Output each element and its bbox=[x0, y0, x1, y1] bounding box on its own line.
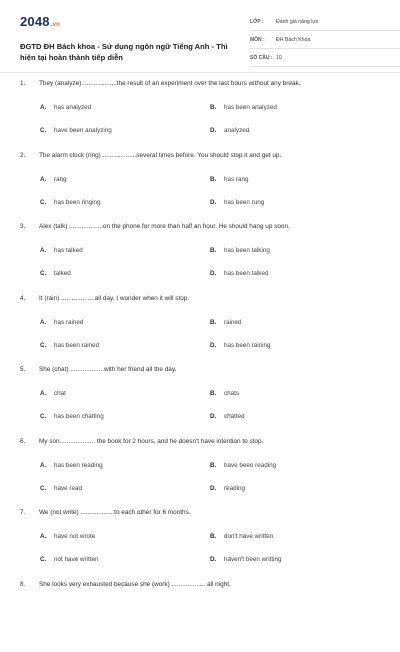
option-text: have been reading bbox=[224, 462, 276, 469]
option-letter: D. bbox=[210, 127, 224, 134]
question-stem bbox=[20, 438, 263, 445]
question-text: They (analyze) ...................the result of an experiment over the last hours without any break. bbox=[39, 80, 300, 87]
option-a[interactable] bbox=[40, 176, 67, 183]
meta-row-question-count bbox=[250, 52, 400, 67]
option-b[interactable] bbox=[210, 319, 242, 326]
option-d[interactable] bbox=[210, 270, 268, 277]
meta-row-class bbox=[250, 16, 400, 31]
option-c[interactable] bbox=[40, 199, 101, 206]
option-text: chats bbox=[224, 390, 239, 397]
question-text: My son.................... the book for 2 hours, and he doesn't have intention to stop. bbox=[39, 438, 263, 445]
exam-meta bbox=[250, 16, 400, 70]
option-text: has been analyzed bbox=[224, 104, 277, 111]
option-d[interactable] bbox=[210, 199, 264, 206]
option-c[interactable] bbox=[40, 270, 71, 277]
option-letter: D. bbox=[210, 485, 224, 492]
option-letter: C. bbox=[40, 127, 54, 134]
question-text: Alex (talk) ...................on the phone for more than half an hour. He should hang up soon. bbox=[39, 223, 290, 230]
question-list bbox=[20, 80, 382, 652]
question-text: The alarm clock (ring) ...................several times before. You should stop it and get up. bbox=[39, 152, 281, 159]
option-b[interactable] bbox=[210, 247, 270, 254]
option-c[interactable] bbox=[40, 485, 82, 492]
option-text: chatted bbox=[224, 413, 245, 420]
question-number: 7. bbox=[20, 509, 39, 516]
worksheet-header bbox=[20, 14, 382, 66]
option-a[interactable] bbox=[40, 104, 91, 111]
option-d[interactable] bbox=[210, 413, 245, 420]
option-letter: B. bbox=[210, 247, 224, 254]
option-letter: C. bbox=[40, 342, 54, 349]
option-a[interactable] bbox=[40, 533, 95, 540]
option-letter: A. bbox=[40, 533, 54, 540]
question-number: 8. bbox=[20, 581, 39, 588]
option-letter: A. bbox=[40, 319, 54, 326]
header-divider bbox=[0, 72, 400, 73]
option-a[interactable] bbox=[40, 462, 103, 469]
option-text: haven't been writting bbox=[224, 556, 282, 563]
option-letter: D. bbox=[210, 556, 224, 563]
question-stem bbox=[20, 223, 290, 230]
question-number: 2. bbox=[20, 152, 39, 159]
meta-value: 10 bbox=[276, 55, 282, 61]
question-7 bbox=[20, 509, 382, 581]
option-c[interactable] bbox=[40, 342, 99, 349]
meta-label: SỐ CÂU : bbox=[250, 55, 273, 61]
option-letter: B. bbox=[210, 533, 224, 540]
option-d[interactable] bbox=[210, 556, 282, 563]
option-text: don't have written bbox=[224, 533, 273, 540]
question-stem bbox=[20, 80, 300, 87]
question-5 bbox=[20, 366, 382, 438]
question-stem bbox=[20, 581, 231, 588]
question-number: 3. bbox=[20, 223, 39, 230]
option-letter: D. bbox=[210, 270, 224, 277]
option-text: talked bbox=[54, 270, 71, 277]
option-text: has rained bbox=[54, 319, 83, 326]
option-b[interactable] bbox=[210, 104, 277, 111]
site-logo[interactable] bbox=[20, 14, 60, 29]
option-letter: B. bbox=[210, 319, 224, 326]
option-text: has been ringing bbox=[54, 199, 101, 206]
option-letter: B. bbox=[210, 104, 224, 111]
option-letter: A. bbox=[40, 247, 54, 254]
option-letter: D. bbox=[210, 199, 224, 206]
option-a[interactable] bbox=[40, 319, 83, 326]
question-number: 1. bbox=[20, 80, 39, 87]
meta-row-subject bbox=[250, 34, 400, 49]
option-text: have read bbox=[54, 485, 82, 492]
question-2 bbox=[20, 152, 382, 224]
option-c[interactable] bbox=[40, 556, 98, 563]
option-text: rained bbox=[224, 319, 242, 326]
option-text: reading bbox=[224, 485, 245, 492]
option-letter: B. bbox=[210, 390, 224, 397]
question-text: It (rain) ...................all day. I wonder when it will stop. bbox=[39, 295, 189, 302]
option-text: rang bbox=[54, 176, 67, 183]
meta-label: MÔN : bbox=[250, 37, 265, 43]
option-letter: C. bbox=[40, 556, 54, 563]
option-letter: C. bbox=[40, 413, 54, 420]
meta-label: LỚP : bbox=[250, 19, 264, 25]
option-a[interactable] bbox=[40, 247, 83, 254]
option-text: has been talked bbox=[224, 270, 268, 277]
question-stem bbox=[20, 366, 176, 373]
meta-value: Đánh giá năng lực bbox=[276, 19, 318, 25]
option-text: have not wrote bbox=[54, 533, 95, 540]
exam-title: ĐGTD ĐH Bách khoa - Sử dụng ngôn ngữ Tiếng Anh - Thì hiện tại hoàn thành tiếp diễn bbox=[20, 41, 235, 63]
question-number: 4. bbox=[20, 295, 39, 302]
question-8 bbox=[20, 581, 382, 652]
logo-suffix: .vn bbox=[51, 22, 60, 28]
option-b[interactable] bbox=[210, 390, 239, 397]
option-letter: C. bbox=[40, 199, 54, 206]
question-6 bbox=[20, 438, 382, 510]
question-text: We (not write) ...................to each other for 6 months. bbox=[39, 509, 191, 516]
option-letter: B. bbox=[210, 462, 224, 469]
option-d[interactable] bbox=[210, 127, 249, 134]
option-letter: D. bbox=[210, 342, 224, 349]
question-number: 6. bbox=[20, 438, 39, 445]
option-b[interactable] bbox=[210, 176, 249, 183]
option-b[interactable] bbox=[210, 462, 276, 469]
option-a[interactable] bbox=[40, 390, 66, 397]
option-letter: A. bbox=[40, 176, 54, 183]
option-letter: A. bbox=[40, 104, 54, 111]
meta-value: ĐH Bách Khoa bbox=[276, 37, 310, 43]
option-text: chat bbox=[54, 390, 66, 397]
option-c[interactable] bbox=[40, 127, 112, 134]
option-text: has been raining bbox=[224, 342, 271, 349]
question-text: She looks very exhausted because she (work) ................... all night. bbox=[39, 581, 231, 588]
option-text: has talked bbox=[54, 247, 83, 254]
question-stem bbox=[20, 295, 189, 302]
option-text: has analyzed bbox=[54, 104, 91, 111]
option-c[interactable] bbox=[40, 413, 104, 420]
question-number: 5. bbox=[20, 366, 39, 373]
option-d[interactable] bbox=[210, 342, 271, 349]
option-text: has rang bbox=[224, 176, 249, 183]
question-1 bbox=[20, 80, 382, 152]
option-letter: A. bbox=[40, 390, 54, 397]
option-letter: D. bbox=[210, 413, 224, 420]
option-letter: C. bbox=[40, 485, 54, 492]
option-text: analyzed bbox=[224, 127, 249, 134]
logo-main: 2048 bbox=[20, 14, 50, 29]
question-3 bbox=[20, 223, 382, 295]
option-letter: A. bbox=[40, 462, 54, 469]
option-text: has been chatting bbox=[54, 413, 104, 420]
option-letter: C. bbox=[40, 270, 54, 277]
question-text: She (chat) ...................with her friend all the day. bbox=[39, 366, 176, 373]
option-b[interactable] bbox=[210, 533, 273, 540]
option-text: have been analyzing bbox=[54, 127, 112, 134]
option-letter: B. bbox=[210, 176, 224, 183]
question-stem bbox=[20, 509, 191, 516]
option-d[interactable] bbox=[210, 485, 245, 492]
option-text: has been reading bbox=[54, 462, 103, 469]
question-4 bbox=[20, 295, 382, 367]
option-text: not have written bbox=[54, 556, 98, 563]
option-text: has been rung bbox=[224, 199, 264, 206]
option-text: has been rained bbox=[54, 342, 99, 349]
option-text: has been talking bbox=[224, 247, 270, 254]
question-stem bbox=[20, 152, 281, 159]
